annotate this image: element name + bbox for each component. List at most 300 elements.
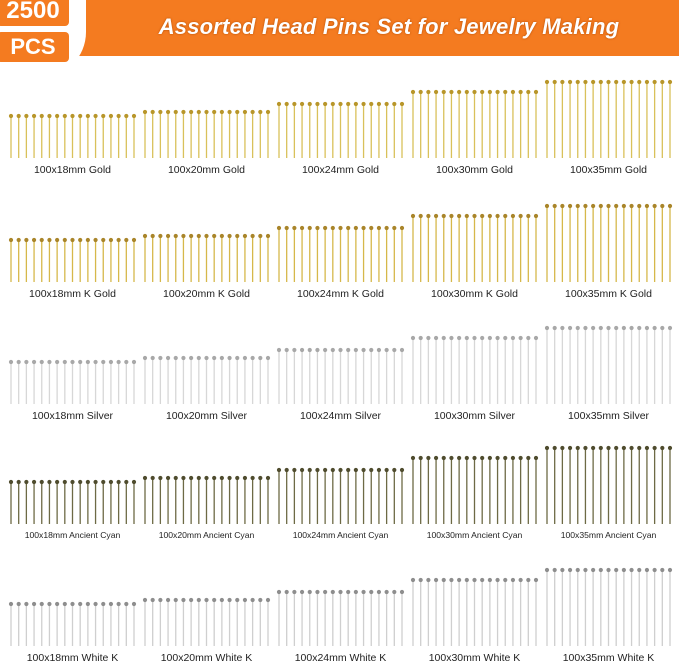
pin-bundle — [407, 58, 542, 162]
variant-cell — [273, 546, 408, 668]
variant-cell — [541, 424, 676, 546]
pin-head — [622, 326, 626, 330]
pin-head — [354, 226, 358, 230]
pin-head — [526, 336, 530, 340]
pin-head — [78, 480, 82, 484]
pin-head — [480, 336, 484, 340]
pin-head — [181, 110, 185, 114]
pin-head — [472, 456, 476, 460]
pin-head — [143, 356, 147, 360]
pin-head — [227, 356, 231, 360]
pin-head — [93, 114, 97, 118]
pin-head — [385, 590, 389, 594]
pin-head — [472, 578, 476, 582]
variant-cell — [139, 546, 274, 668]
pin-head — [47, 480, 51, 484]
variant-label: 100x20mm Ancient Cyan — [158, 530, 255, 540]
pin-head — [93, 238, 97, 242]
pin-bundle — [273, 546, 408, 650]
pin-head — [235, 356, 239, 360]
pin-head — [101, 360, 105, 364]
pin-head — [243, 110, 247, 114]
variant-label: 100x20mm K Gold — [163, 288, 250, 300]
pin-head — [411, 214, 415, 218]
pin-head — [124, 480, 128, 484]
variant-label: 100x24mm White K — [294, 652, 387, 664]
pin-head — [526, 456, 530, 460]
variant-cell — [273, 182, 408, 304]
pin-head — [331, 348, 335, 352]
pin-bundle — [5, 424, 140, 528]
pin-head — [369, 348, 373, 352]
pin-head — [251, 110, 255, 114]
pin-head — [63, 114, 67, 118]
pin-head — [70, 114, 74, 118]
pin-head — [55, 360, 59, 364]
pin-head — [668, 326, 672, 330]
pin-bundle — [407, 424, 542, 528]
pin-head — [400, 226, 404, 230]
pin-head — [553, 326, 557, 330]
pin-head — [204, 598, 208, 602]
pin-head — [32, 602, 36, 606]
pin-head — [606, 326, 610, 330]
variant-label: 100x20mm White K — [160, 652, 253, 664]
pin-head — [392, 226, 396, 230]
pin-head — [277, 468, 281, 472]
pin-head — [614, 326, 618, 330]
pin-head — [315, 226, 319, 230]
pin-head — [346, 102, 350, 106]
pin-head — [660, 80, 664, 84]
pin-head — [472, 336, 476, 340]
pin-head — [560, 568, 564, 572]
pin-head — [132, 360, 136, 364]
pin-head — [411, 90, 415, 94]
pin-head — [583, 568, 587, 572]
pin-head — [143, 598, 147, 602]
pin-head — [300, 348, 304, 352]
pin-head — [534, 456, 538, 460]
pin-head — [606, 446, 610, 450]
pin-head — [251, 476, 255, 480]
pin-head — [292, 102, 296, 106]
pin-head — [124, 238, 128, 242]
pin-head — [17, 114, 21, 118]
pin-head — [197, 110, 201, 114]
pin-head — [457, 456, 461, 460]
pin-head — [132, 480, 136, 484]
pin-head — [285, 468, 289, 472]
pin-head — [124, 602, 128, 606]
pin-head — [158, 598, 162, 602]
pin-head — [235, 598, 239, 602]
pin-head — [70, 360, 74, 364]
pin-head — [534, 90, 538, 94]
pin-head — [465, 90, 469, 94]
pin-head — [243, 476, 247, 480]
variant-cell — [5, 182, 140, 304]
pin-head — [338, 590, 342, 594]
pin-head — [78, 360, 82, 364]
pin-head — [166, 356, 170, 360]
variant-label: 100x20mm Gold — [167, 164, 246, 176]
pin-head — [204, 234, 208, 238]
pin-head — [323, 468, 327, 472]
variant-cell — [273, 424, 408, 546]
pin-head — [553, 568, 557, 572]
pin-head — [93, 480, 97, 484]
pin-head — [251, 598, 255, 602]
pin-head — [614, 568, 618, 572]
pin-head — [151, 110, 155, 114]
pin-head — [392, 468, 396, 472]
pin-head — [369, 468, 373, 472]
pin-head — [258, 234, 262, 238]
pin-head — [55, 602, 59, 606]
pin-head — [369, 226, 373, 230]
pin-head — [495, 456, 499, 460]
pin-head — [519, 456, 523, 460]
pin-head — [392, 102, 396, 106]
pin-head — [101, 238, 105, 242]
pin-head — [189, 234, 193, 238]
pin-head — [354, 590, 358, 594]
pin-head — [583, 204, 587, 208]
pin-head — [583, 326, 587, 330]
pin-head — [220, 356, 224, 360]
pin-head — [117, 360, 121, 364]
pin-head — [622, 80, 626, 84]
pin-head — [442, 90, 446, 94]
pin-head — [637, 326, 641, 330]
pin-head — [132, 602, 136, 606]
pin-head — [17, 238, 21, 242]
pin-head — [63, 238, 67, 242]
pin-head — [285, 226, 289, 230]
variant-cell — [541, 58, 676, 180]
pin-head — [101, 480, 105, 484]
pin-head — [124, 360, 128, 364]
variant-cell — [139, 182, 274, 304]
pin-head — [614, 204, 618, 208]
pin-head — [668, 446, 672, 450]
pin-head — [227, 598, 231, 602]
pin-head — [308, 468, 312, 472]
pin-head — [369, 102, 373, 106]
pin-head — [629, 80, 633, 84]
pin-head — [109, 238, 113, 242]
pin-head — [488, 214, 492, 218]
pin-head — [622, 204, 626, 208]
variant-label: 100x18mm Gold — [33, 164, 112, 176]
pin-head — [503, 336, 507, 340]
pin-head — [220, 476, 224, 480]
pin-head — [243, 356, 247, 360]
pin-head — [266, 356, 270, 360]
variant-cell — [139, 304, 274, 426]
pin-head — [668, 568, 672, 572]
pin-head — [400, 102, 404, 106]
variant-cell — [407, 424, 542, 546]
pin-head — [645, 204, 649, 208]
pin-head — [63, 602, 67, 606]
pin-head — [488, 456, 492, 460]
pin-head — [331, 102, 335, 106]
pin-head — [660, 204, 664, 208]
pin-head — [166, 476, 170, 480]
pin-head — [385, 348, 389, 352]
pin-head — [645, 568, 649, 572]
pin-head — [292, 226, 296, 230]
pin-head — [70, 602, 74, 606]
pin-bundle — [541, 546, 676, 650]
pin-head — [32, 360, 36, 364]
pin-head — [32, 114, 36, 118]
pin-head — [285, 348, 289, 352]
pin-head — [63, 480, 67, 484]
pin-head — [40, 238, 44, 242]
pin-head — [392, 590, 396, 594]
pin-head — [545, 80, 549, 84]
pin-head — [606, 80, 610, 84]
pin-head — [377, 226, 381, 230]
pin-head — [258, 110, 262, 114]
pin-head — [258, 476, 262, 480]
pin-head — [622, 568, 626, 572]
pin-head — [568, 446, 572, 450]
pin-head — [426, 90, 430, 94]
pin-head — [174, 476, 178, 480]
pin-head — [166, 234, 170, 238]
pin-head — [258, 598, 262, 602]
pin-head — [411, 456, 415, 460]
pin-head — [419, 214, 423, 218]
pin-head — [212, 234, 216, 238]
variant-label: 100x18mm White K — [26, 652, 119, 664]
pin-head — [315, 102, 319, 106]
variant-label: 100x35mm Ancient Cyan — [560, 530, 657, 540]
pin-head — [40, 480, 44, 484]
pin-head — [426, 214, 430, 218]
variant-label: 100x35mm Gold — [569, 164, 648, 176]
pin-head — [331, 590, 335, 594]
pin-head — [442, 336, 446, 340]
pin-head — [143, 234, 147, 238]
variant-label: 100x24mm Silver — [299, 410, 382, 422]
pin-bundle — [139, 546, 274, 650]
variant-label: 100x18mm K Gold — [29, 288, 116, 300]
pin-head — [457, 90, 461, 94]
pin-head — [614, 80, 618, 84]
variant-label: 100x30mm Gold — [435, 164, 514, 176]
pin-head — [174, 110, 178, 114]
pin-head — [117, 480, 121, 484]
pin-head — [653, 80, 657, 84]
pin-head — [86, 114, 90, 118]
pin-head — [9, 238, 13, 242]
pin-head — [361, 226, 365, 230]
pin-head — [308, 348, 312, 352]
pin-head — [86, 480, 90, 484]
pin-head — [576, 80, 580, 84]
pin-head — [40, 602, 44, 606]
pin-head — [197, 234, 201, 238]
pin-head — [442, 456, 446, 460]
variant-cell — [407, 58, 542, 180]
pin-head — [480, 456, 484, 460]
pin-head — [560, 326, 564, 330]
pin-head — [55, 480, 59, 484]
pin-head — [9, 360, 13, 364]
pin-head — [465, 336, 469, 340]
pin-head — [143, 110, 147, 114]
pin-head — [86, 602, 90, 606]
pin-head — [385, 226, 389, 230]
pin-head — [9, 602, 13, 606]
pin-head — [361, 468, 365, 472]
pin-head — [24, 602, 28, 606]
pin-head — [24, 480, 28, 484]
pin-head — [534, 578, 538, 582]
pin-head — [369, 590, 373, 594]
pin-head — [251, 234, 255, 238]
pin-head — [426, 456, 430, 460]
pin-head — [653, 568, 657, 572]
pin-head — [109, 480, 113, 484]
pin-head — [220, 110, 224, 114]
pin-head — [668, 80, 672, 84]
pin-head — [174, 598, 178, 602]
variant-cell — [5, 424, 140, 546]
variant-cell — [407, 182, 542, 304]
pin-head — [495, 90, 499, 94]
pin-head — [576, 446, 580, 450]
pin-head — [181, 476, 185, 480]
pin-head — [519, 214, 523, 218]
pin-head — [212, 356, 216, 360]
pin-head — [583, 446, 587, 450]
pin-head — [285, 590, 289, 594]
pin-bundle — [541, 58, 676, 162]
variant-cell — [541, 182, 676, 304]
pin-head — [277, 102, 281, 106]
pin-head — [377, 468, 381, 472]
pin-bundle — [407, 182, 542, 286]
pin-head — [653, 446, 657, 450]
pin-bundle — [407, 546, 542, 650]
pin-head — [24, 114, 28, 118]
pin-head — [660, 568, 664, 572]
variant-label: 100x24mm Ancient Cyan — [292, 530, 389, 540]
pin-bundle — [541, 304, 676, 408]
pin-head — [227, 476, 231, 480]
variant-cell — [5, 304, 140, 426]
variant-cell — [407, 546, 542, 668]
pin-head — [70, 238, 74, 242]
pin-head — [629, 568, 633, 572]
pin-head — [560, 80, 564, 84]
pin-head — [434, 336, 438, 340]
variant-label: 100x30mm Ancient Cyan — [426, 530, 523, 540]
variant-label: 100x24mm Gold — [301, 164, 380, 176]
pin-head — [637, 204, 641, 208]
pin-head — [32, 480, 36, 484]
pin-head — [204, 476, 208, 480]
badge-count: 2500 — [0, 0, 69, 26]
variant-label: 100x35mm White K — [562, 652, 655, 664]
pin-head — [346, 348, 350, 352]
variant-cell — [273, 58, 408, 180]
pin-head — [70, 480, 74, 484]
pin-head — [606, 204, 610, 208]
pin-head — [354, 468, 358, 472]
pin-head — [645, 326, 649, 330]
pin-head — [526, 578, 530, 582]
pin-head — [189, 110, 193, 114]
pin-head — [495, 578, 499, 582]
pin-head — [189, 356, 193, 360]
pin-head — [47, 114, 51, 118]
pin-head — [434, 456, 438, 460]
pin-head — [622, 446, 626, 450]
pin-head — [400, 348, 404, 352]
pin-head — [300, 468, 304, 472]
pin-head — [9, 114, 13, 118]
pin-head — [465, 578, 469, 582]
pin-head — [78, 238, 82, 242]
pin-head — [181, 234, 185, 238]
pin-bundle — [139, 304, 274, 408]
pin-head — [361, 102, 365, 106]
pin-head — [599, 446, 603, 450]
pin-head — [503, 456, 507, 460]
pin-head — [576, 568, 580, 572]
variant-label: 100x30mm K Gold — [431, 288, 518, 300]
pin-head — [511, 578, 515, 582]
pin-bundle — [5, 58, 140, 162]
pin-head — [653, 326, 657, 330]
pin-head — [151, 598, 155, 602]
pin-head — [442, 578, 446, 582]
pin-head — [17, 480, 21, 484]
product-title: Assorted Head Pins Set for Jewelry Making — [158, 14, 620, 39]
pin-head — [235, 110, 239, 114]
pin-head — [449, 214, 453, 218]
pin-head — [109, 114, 113, 118]
pin-head — [400, 468, 404, 472]
variant-label: 100x35mm K Gold — [565, 288, 652, 300]
pin-head — [465, 456, 469, 460]
pin-head — [354, 102, 358, 106]
pin-bundle — [273, 58, 408, 162]
pin-head — [519, 578, 523, 582]
pin-head — [158, 476, 162, 480]
pin-head — [606, 568, 610, 572]
pin-head — [519, 90, 523, 94]
pin-head — [434, 578, 438, 582]
pin-head — [235, 476, 239, 480]
variant-label: 100x18mm Silver — [31, 410, 114, 422]
pin-head — [346, 468, 350, 472]
pin-head — [511, 214, 515, 218]
pin-head — [426, 578, 430, 582]
pin-head — [197, 598, 201, 602]
variant-label: 100x30mm Silver — [433, 410, 516, 422]
pin-head — [629, 326, 633, 330]
variant-cell — [5, 58, 140, 180]
pin-head — [47, 360, 51, 364]
